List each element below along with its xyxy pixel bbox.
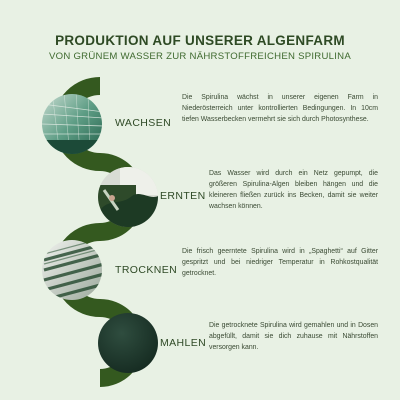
step-label-ernten: ERNTEN — [160, 190, 206, 202]
photo-mahlen — [96, 311, 160, 375]
page-title: PRODUKTION AUF UNSERER ALGENFARM — [55, 33, 345, 48]
step-text-ernten: Das Wasser wird durch ein Netz gepumpt, die größeren Spirulina-Algen bleiben hängen und die kleineren fließen zurück ins Becken, damit sie weiter wachsen können. — [209, 170, 378, 210]
step-label-wachsen: WACHSEN — [115, 117, 172, 129]
photo-ernten — [96, 165, 160, 229]
step-label-trocknen: TROCKNEN — [115, 264, 178, 276]
step-text-trocknen: Die frisch geerntete Spirulina wird in „Spaghetti“ auf Gitter gespritzt und bei niedriger Temperatur in Rohkostqualität getrocknet. — [182, 248, 378, 277]
step-text-mahlen: Die getrocknete Spirulina wird gemahlen und in Dosen abgefüllt, damit sie dich zuhause mit Nährstoffen versorgen kann. — [209, 322, 378, 351]
page-subtitle: VON GRÜNEM WASSER ZUR NÄHRSTOFFREICHEN SPIRULINA — [49, 51, 351, 62]
step-label-mahlen: MAHLEN — [160, 337, 207, 349]
photo-wachsen — [40, 92, 104, 158]
step-text-wachsen: Die Spirulina wächst in unserer eigenen Farm in Niederösterreich unter kontrollierten Bedingungen. In 10cm tiefen Wasserbecken vermehrt sie sich durch Photosynthese. — [182, 94, 378, 123]
photo-trocknen — [40, 238, 104, 302]
